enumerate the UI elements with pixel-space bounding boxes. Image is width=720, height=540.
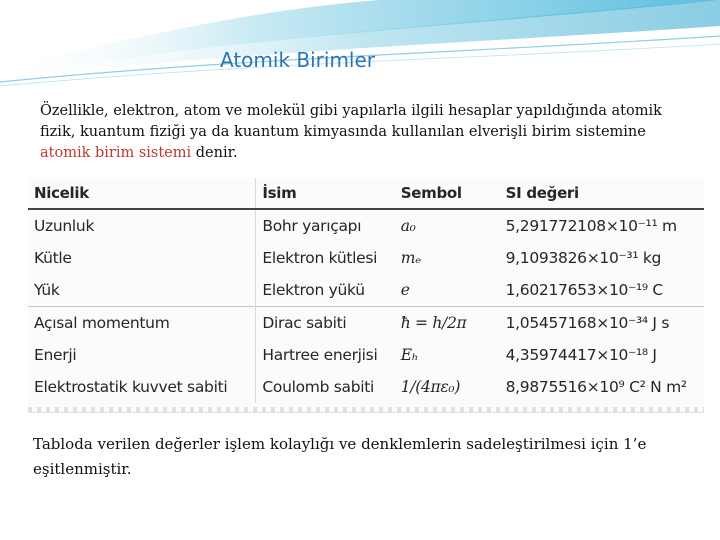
cell-si-value: 1,05457168×10⁻³⁴ J s [500,307,704,340]
cell-si-value: 9,1093826×10⁻³¹ kg [505,249,662,267]
cell-name: Elektron yükü [256,274,395,307]
scan-artifact-strip [28,407,704,412]
cell-name: Bohr yarıçapı [256,209,395,242]
header-swoosh-decoration [0,0,720,90]
header-si-value: SI değeri [500,178,704,209]
cell-symbol: mₑ [400,249,421,267]
cell-symbol: a₀ [400,217,416,235]
cell-si-value: 1,60217653×10⁻¹⁹ C [505,281,663,299]
cell-name: Elektron kütlesi [256,242,395,274]
intro-highlight: atomik birim sistemi [40,145,192,161]
header-name: İsim [256,178,395,209]
cell-name: Hartree enerjisi [256,339,395,371]
cell-symbol: e [400,281,410,299]
table-row [28,307,704,340]
intro-text: Özellikle, elektron, atom ve molekül gibi yapılarla ilgili hesaplar yapıldığında atomik fizik, kuantum fiziği ya da kuantum kimyasında kullanılan elverişli birim sistemine [40,103,662,140]
intro-text-end: denir. [191,145,238,161]
cell-si-value: 4,35974417×10⁻¹⁸ J [505,346,657,364]
table-row [28,371,704,403]
cell-quantity: Yük [34,281,60,299]
cell-name: Coulomb sabiti [256,371,395,403]
cell-symbol: ħ = h/2π [395,307,500,340]
atomic-units-table [28,178,704,403]
intro-paragraph [40,101,690,164]
table-row [28,339,704,371]
cell-name: Dirac sabiti [256,307,395,340]
cell-quantity: Enerji [34,346,77,364]
cell-symbol: Eₕ [400,346,419,364]
table-row [28,209,704,242]
cell-quantity: Açısal momentum [28,307,256,340]
header-quantity: Nicelik [28,178,256,209]
table-header-row [28,178,704,209]
atomic-units-table-image [28,178,704,413]
outro-paragraph: Tabloda verilen değerler işlem kolaylığı ve denklemlerin sadeleştirilmesi için 1’e eşitlenmiştir. [33,435,647,478]
cell-symbol: 1/(4πε₀) [400,378,461,396]
cell-si-value: 5,291772108×10⁻¹¹ m [505,217,677,235]
cell-quantity: Elektrostatik kuvvet sabiti [34,378,228,396]
table-row [28,274,704,307]
cell-quantity: Uzunluk [34,217,95,235]
slide-title: Atomik Birimler [220,48,376,72]
cell-quantity: Kütle [34,249,72,267]
header-symbol: Sembol [395,178,500,209]
cell-si-value: 8,9875516×10⁹ C² N m² [505,378,687,396]
table-row [28,242,704,274]
